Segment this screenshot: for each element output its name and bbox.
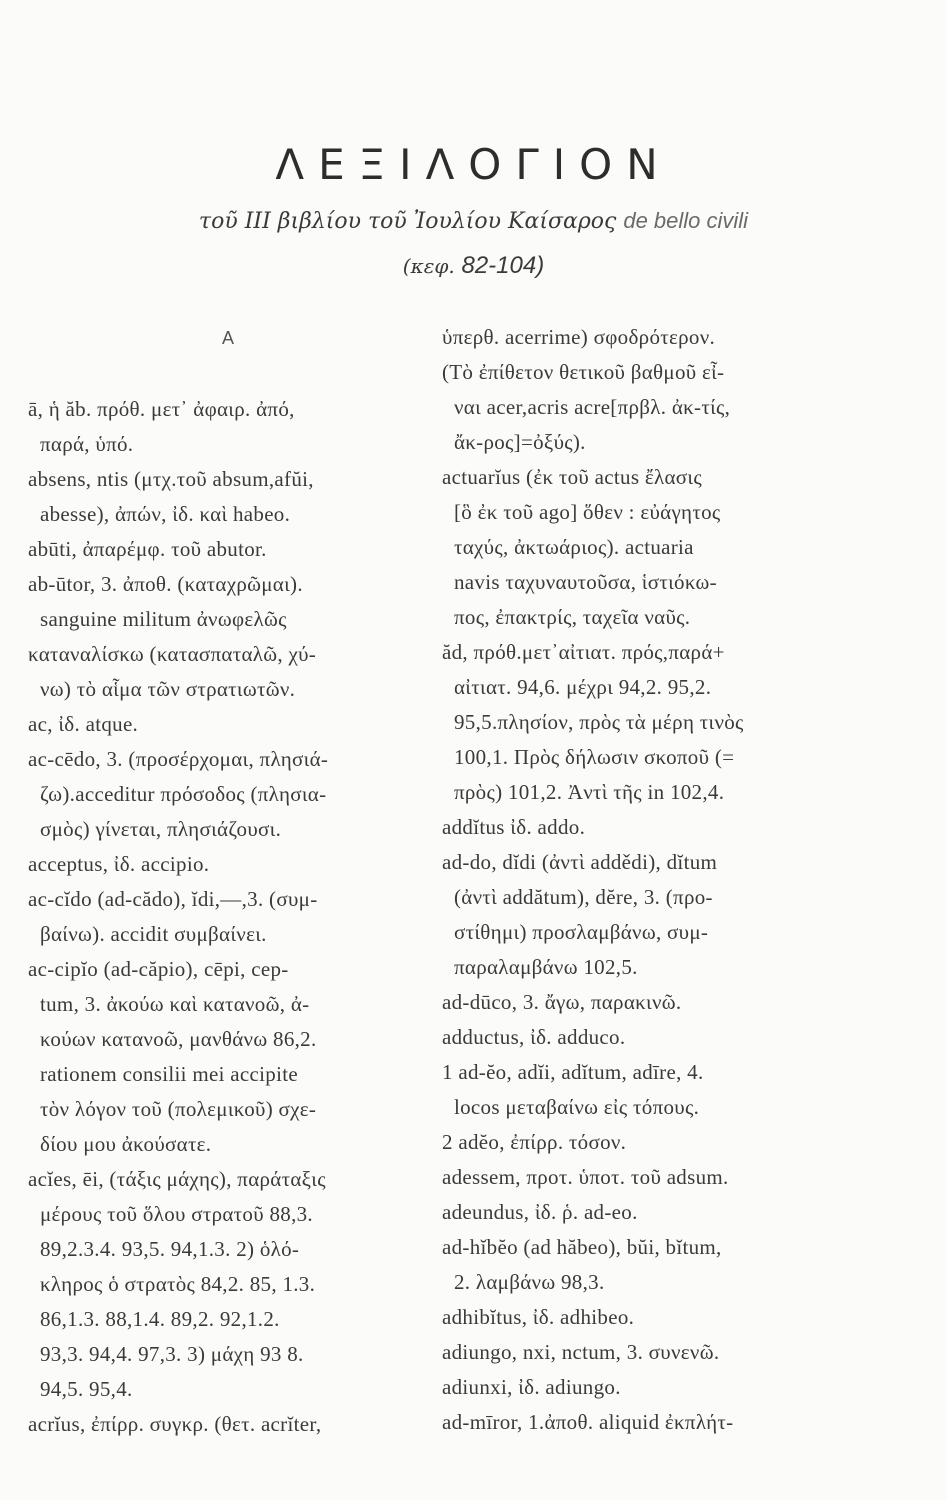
entry-line: 1 ad-ĕo, adĭi, adĭtum, adīre, 4. <box>442 1060 704 1084</box>
entry-line: sanguine militum ἀνωφελῶς <box>40 607 287 631</box>
entry-line: 2 adĕo, ἐπίρρ. τόσον. <box>442 1130 627 1154</box>
subtitle-latin: de bello civili <box>623 208 749 233</box>
entry-line: ad-dūco, 3. ἄγω, παρακινῶ. <box>442 990 682 1014</box>
entry-line: στίθημι) προσλαμβάνω, συμ- <box>454 920 709 944</box>
entry-line: βαίνω). accidit συμβαίνει. <box>40 922 267 946</box>
section-letter: A <box>221 328 234 348</box>
entry-line: ăd, πρόθ.μετ᾽αἰτιατ. πρός,παρά+ <box>442 640 725 664</box>
entry-line: αἰτιατ. 94,6. μέχρι 94,2. 95,2. <box>454 675 712 699</box>
entry-line: νω) τὸ αἷμα τῶν στρατιωτῶν. <box>40 677 296 701</box>
entry-line: πρὸς) 101,2. Ἀντὶ τῆς in 102,4. <box>454 780 725 804</box>
left-column <box>28 320 428 1442</box>
entry-line: acceptus, ἰδ. accipio. <box>28 852 210 876</box>
entry-line: (ἀντὶ addătum), dĕre, 3. (προ- <box>454 885 713 909</box>
entry-line: παρά, ὑπό. <box>40 432 134 456</box>
entry-line: ac-cipĭo (ad-căpio), cēpi, cep- <box>28 957 289 981</box>
entry-line: ac-cĭdo (ad-cădo), ĭdi,—,3. (συμ- <box>28 887 318 911</box>
entry-line: 86,1.3. 88,1.4. 89,2. 92,1.2. <box>40 1307 280 1331</box>
chapter-range <box>0 252 947 280</box>
chapter-numbers: 82-104) <box>461 252 545 279</box>
entry-line: ad-mīror, 1.ἀποθ. aliquid ἐκπλήτ- <box>442 1410 734 1434</box>
entry-line: acĭes, ēi, (τάξις μάχης), παράταξις <box>28 1167 326 1191</box>
entry-line: absens, ntis (μτχ.τοῦ absum,afŭi, <box>28 467 314 491</box>
entry-line: 2. λαμβάνω 98,3. <box>454 1270 605 1294</box>
entry-line: ā, ἡ ăb. πρόθ. μετ᾽ ἀφαιρ. ἀπό, <box>28 397 295 421</box>
entry-line: ναι acer,acris acre[πρβλ. ἀκ-τίς, <box>454 395 731 419</box>
entry-line: κούων κατανοῶ, μανθάνω 86,2. <box>40 1027 317 1051</box>
entry-line: παραλαμβάνω 102,5. <box>454 955 638 979</box>
entry-line: (Τὸ ἐπίθετον θετικοῦ βαθμοῦ εἶ- <box>442 360 725 384</box>
entry-line: ὑπερθ. acerrime) σφοδρότερον. <box>442 325 716 349</box>
entry-line: τὸν λόγον τοῦ (πολεμικοῦ) σχε- <box>40 1097 317 1121</box>
entry-line: ac-cēdo, 3. (προσέρχομαι, πλησιά- <box>28 747 329 771</box>
entry-line: καταναλίσκω (κατασπαταλῶ, χύ- <box>28 642 317 666</box>
section-spacer <box>28 356 428 392</box>
entry-line: rationem consilii mei accipite <box>40 1062 298 1086</box>
entry-line: μέρους τοῦ ὅλου στρατοῦ 88,3. <box>40 1202 313 1226</box>
entry-line: κληρος ὁ στρατὸς 84,2. 85, 1.3. <box>40 1272 316 1296</box>
entry-line: [ὃ ἐκ τοῦ ago] ὅθεν : εὐάγητος <box>454 500 721 524</box>
entry-line: abesse), ἀπών, ἰδ. καὶ habeo. <box>40 502 291 526</box>
entry-line: 100,1. Πρὸς δήλωσιν σκοποῦ (= <box>454 745 735 769</box>
entry-line: addĭtus ἰδ. addo. <box>442 815 586 839</box>
chapter-label: (κεφ. <box>402 254 455 278</box>
entry-line: adeundus, ἰδ. ῥ. ad-eo. <box>442 1200 638 1224</box>
entry-line: adiungo, nxi, nctum, 3. συνενῶ. <box>442 1340 720 1364</box>
right-column <box>442 320 842 1440</box>
entry-line: actuarĭus (ἐκ τοῦ actus ἔλασις <box>442 465 702 489</box>
entry-line: πος, ἐπακτρίς, ταχεῖα ναῦς. <box>454 605 691 629</box>
subtitle-greek: τοῦ III βιβλίου τοῦ Ἰουλίου Καίσαρος <box>198 209 617 234</box>
entry-line: abūti, ἀπαρέμφ. τοῦ abutor. <box>28 537 267 561</box>
entry-line: 94,5. 95,4. <box>40 1377 133 1401</box>
entry-line: locos μεταβαίνω εἰς τόπους. <box>454 1095 700 1119</box>
entry-line: ταχύς, ἀκτωάριος). actuaria <box>454 535 694 559</box>
entry-line: adhibĭtus, ἰδ. adhibeo. <box>442 1305 635 1329</box>
entry-line: ζω).acceditur πρόσοδος (πλησια- <box>40 782 327 806</box>
page-title: ΛΕΞΙΛΟΓΙΟΝ <box>275 140 672 189</box>
entry-line: ἄκ-ρος]=ὀξύς). <box>454 430 586 454</box>
entry-line: 89,2.3.4. 93,5. 94,1.3. 2) ὁλό- <box>40 1237 300 1261</box>
entry-line: navis ταχυναυτοῦσα, ἱστιόκω- <box>454 570 717 594</box>
entry-line: ac, ἰδ. atque. <box>28 712 139 736</box>
entry-line: ad-hĭbĕo (ad hăbeo), bŭi, bĭtum, <box>442 1235 722 1259</box>
entry-line: δίου μου ἀκούσατε. <box>40 1132 212 1156</box>
entry-line: ad-do, dĭdi (ἀντὶ addědi), dĭtum <box>442 850 718 874</box>
entry-line: adductus, ἰδ. adduco. <box>442 1025 626 1049</box>
entry-line: tum, 3. ἀκούω καὶ κατανοῶ, ἀ- <box>40 992 310 1016</box>
entry-line: adiunxi, ἰδ. adiungo. <box>442 1375 621 1399</box>
entry-line: ab-ūtor, 3. ἀποθ. (καταχρῶμαι). <box>28 572 303 596</box>
entry-line: 93,3. 94,4. 97,3. 3) μάχη 93 8. <box>40 1342 304 1366</box>
entry-line: acrĭus, ἐπίρρ. συγκρ. (θετ. acrĭter, <box>28 1412 322 1436</box>
entry-line: adessem, προτ. ὑποτ. τοῦ adsum. <box>442 1165 729 1189</box>
entry-line: 95,5.πλησίον, πρὸς τὰ μέρη τινὸς <box>454 710 744 734</box>
entry-line: σμὸς) γίνεται, πλησιάζουσι. <box>40 817 282 841</box>
page-subtitle <box>0 208 947 234</box>
